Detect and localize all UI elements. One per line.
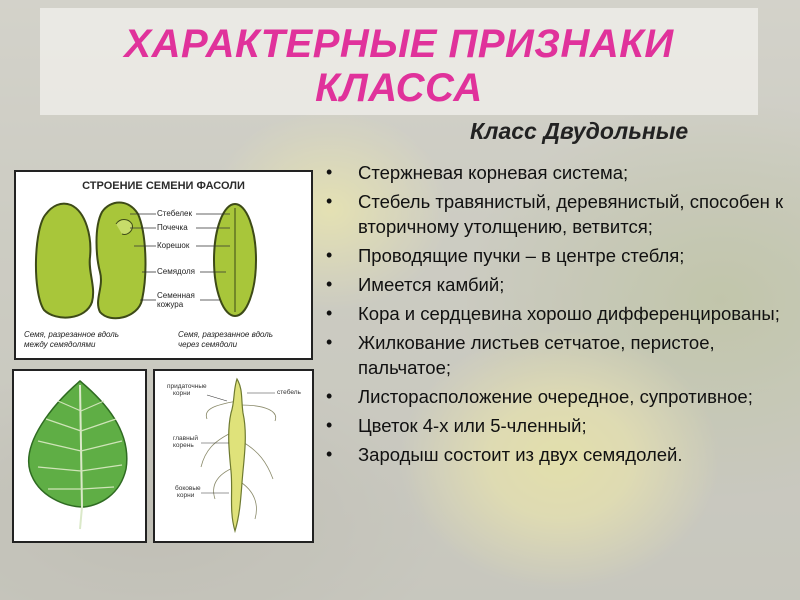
root-label-stem: стебель — [277, 389, 301, 396]
bullet-item: • Стержневая корневая система; — [326, 160, 786, 185]
caption-left-2: между семядолями — [24, 340, 96, 349]
root-label-lateral-2: корни — [177, 492, 195, 499]
taproot-figure — [153, 369, 314, 543]
caption-right-2: через семядоли — [178, 340, 238, 349]
root-label-adventitious-1: придаточные — [167, 383, 207, 390]
label-stem: Стебелек — [157, 209, 193, 218]
label-seed-coat-2: кожура — [157, 300, 184, 309]
bullet-item: • Стебель травянистый, деревянистый, способен к вторичному утолщению, ветвится; — [326, 189, 786, 239]
label-rootlet: Корешок — [157, 241, 190, 250]
bean-seed-figure — [14, 170, 313, 360]
title-box — [40, 8, 758, 115]
label-seed-coat-1: Семенная — [157, 291, 195, 300]
leaf-drawing — [14, 371, 145, 541]
label-cotyledon: Семядоля — [157, 267, 195, 276]
leaf-figure — [12, 369, 147, 543]
label-bud: Почечка — [157, 223, 188, 232]
root-label-adventitious-2: корни — [173, 390, 191, 397]
bullet-item: • Проводящие пучки – в центре стебля; — [326, 243, 786, 268]
bullet-item: • Цветок 4-х или 5-членный; — [326, 413, 786, 438]
bullet-item: • Кора и сердцевина хорошо дифференцированы; — [326, 301, 786, 326]
slide-title-line-2: КЛАССА — [315, 66, 483, 110]
slide-title-line-1: ХАРАКТЕРНЫЕ ПРИЗНАКИ — [124, 22, 674, 66]
seed-figure-title: СТРОЕНИЕ СЕМЕНИ ФАСОЛИ — [82, 180, 245, 192]
root-label-main-1: главный — [173, 435, 198, 442]
bullet-item: • Жилкование листьев сетчатое, перистое, пальчатое; — [326, 330, 786, 380]
caption-right-1: Семя, разрезанное вдоль — [178, 330, 274, 339]
bullet-item: • Зародыш состоит из двух семядолей. — [326, 442, 786, 467]
caption-left-1: Семя, разрезанное вдоль — [24, 330, 120, 339]
bullet-item: • Имеется камбий; — [326, 272, 786, 297]
slide-subtitle: Класс Двудольные — [470, 118, 689, 144]
root-label-main-2: корень — [173, 442, 194, 449]
bullet-list — [326, 160, 786, 471]
root-label-lateral-1: боковые — [175, 485, 201, 492]
bullet-item: • Листорасположение очередное, супротивное; — [326, 384, 786, 409]
